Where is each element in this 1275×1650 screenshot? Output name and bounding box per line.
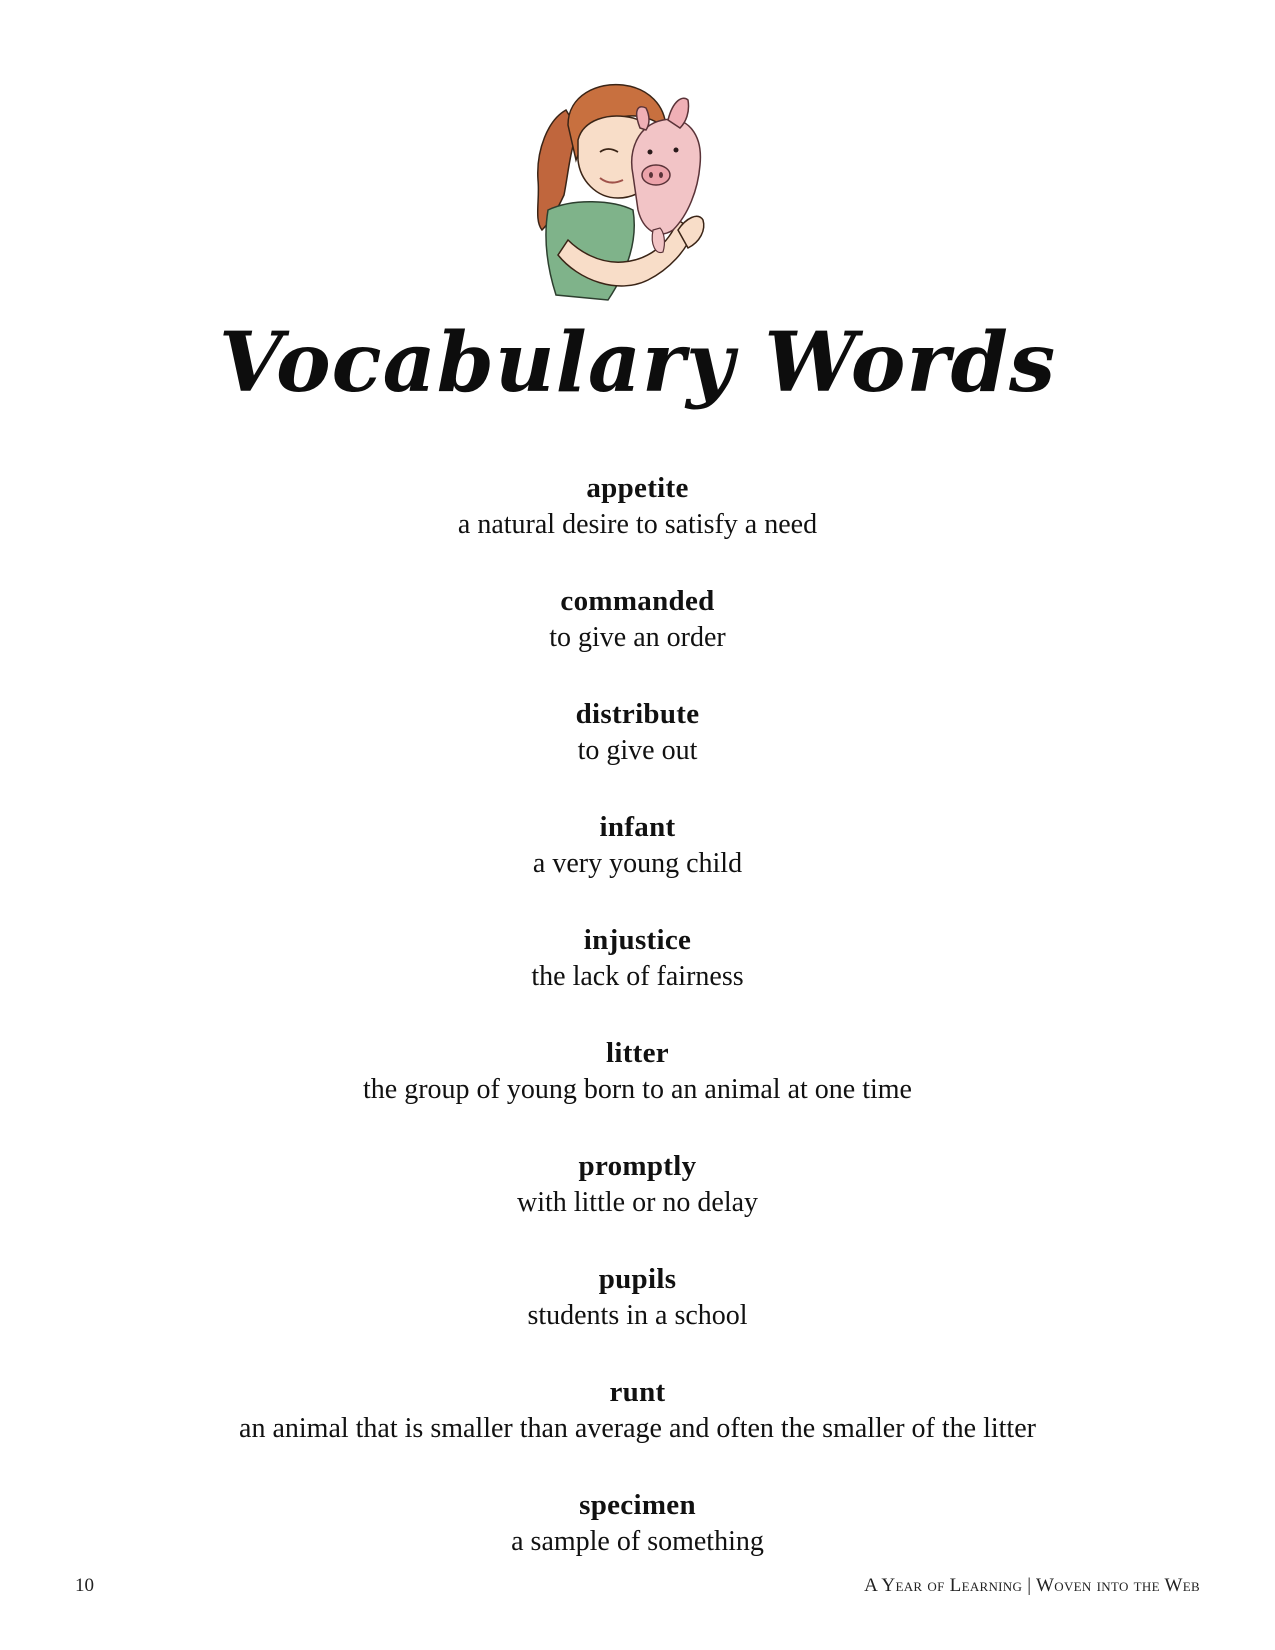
- footer-book-title: A Year of Learning | Woven into the Web: [864, 1575, 1200, 1596]
- vocabulary-term: pupils: [598, 1263, 677, 1295]
- page-title: Vocabulary Words: [218, 315, 1057, 411]
- vocabulary-definition: students in a school: [527, 1300, 748, 1331]
- vocabulary-definition: the lack of fairness: [531, 961, 744, 992]
- vocabulary-entry: [60, 470, 1215, 583]
- vocabulary-definition: to give out: [577, 735, 698, 766]
- vocabulary-definition: the group of young born to an animal at one time: [363, 1074, 912, 1105]
- girl-hugging-pig-illustration: [528, 80, 748, 310]
- vocabulary-entry: [60, 696, 1215, 809]
- vocabulary-entry: [60, 1035, 1215, 1148]
- vocabulary-entry: [60, 922, 1215, 1035]
- vocabulary-definition: to give an order: [549, 622, 726, 653]
- vocabulary-definition: with little or no delay: [516, 1187, 759, 1218]
- vocabulary-entry: [60, 809, 1215, 922]
- vocabulary-entry: [60, 1148, 1215, 1261]
- vocabulary-term: infant: [599, 811, 676, 843]
- vocabulary-term: injustice: [583, 924, 692, 956]
- vocabulary-term: appetite: [586, 472, 689, 504]
- vocabulary-term: promptly: [578, 1150, 697, 1182]
- vocabulary-term: distribute: [575, 698, 700, 730]
- vocabulary-term: litter: [606, 1037, 669, 1069]
- vocabulary-term: runt: [609, 1376, 666, 1408]
- vocabulary-definition: a sample of something: [511, 1526, 764, 1557]
- vocabulary-list: [60, 470, 1215, 1600]
- vocabulary-term: specimen: [579, 1489, 696, 1521]
- vocabulary-definition: a natural desire to satisfy a need: [457, 509, 818, 540]
- vocabulary-term: commanded: [560, 585, 715, 617]
- vocabulary-entry: [60, 583, 1215, 696]
- vocabulary-entry: [60, 1374, 1215, 1487]
- vocabulary-definition: a very young child: [532, 848, 743, 879]
- vocabulary-definition: an animal that is smaller than average and often the smaller of the litter: [239, 1413, 1036, 1444]
- footer-page-number: 10: [75, 1575, 94, 1596]
- vocabulary-entry: [60, 1261, 1215, 1374]
